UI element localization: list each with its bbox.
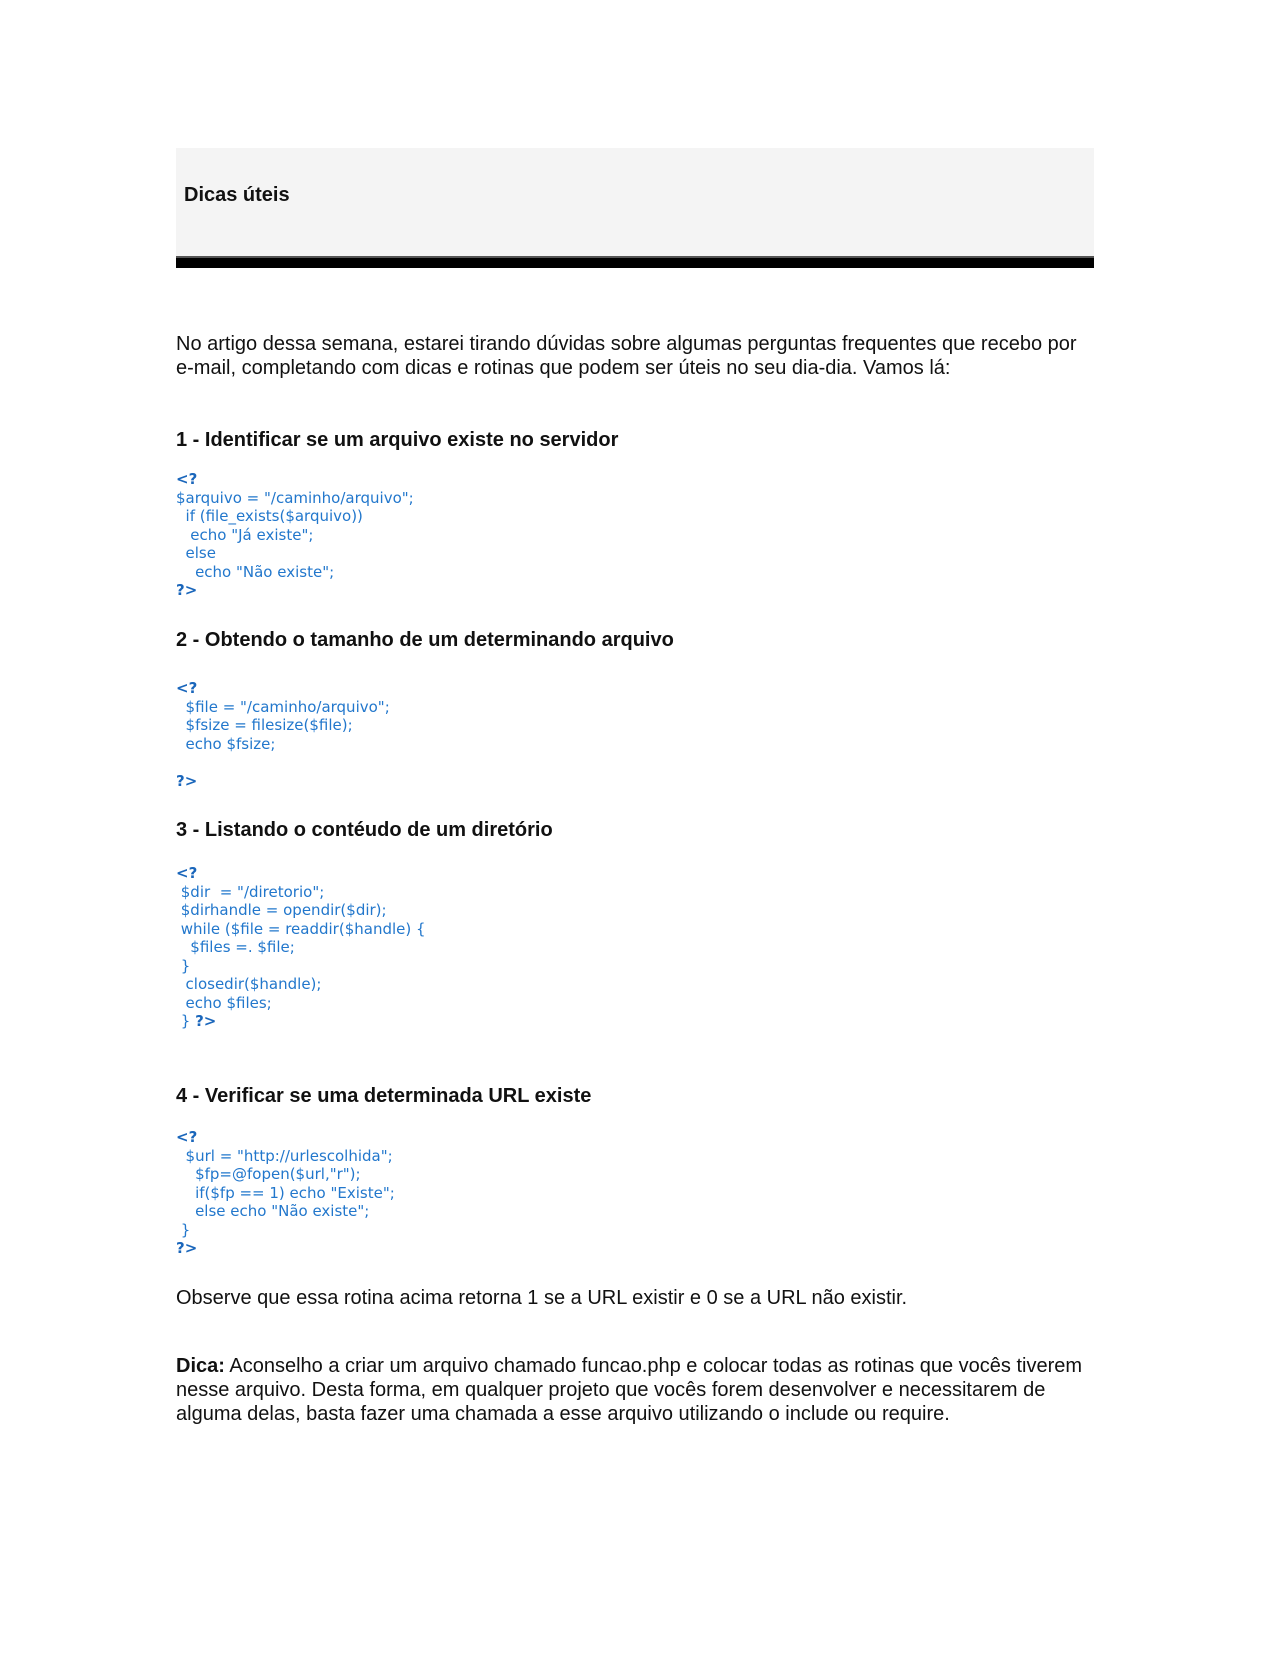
header-box — [176, 148, 1094, 256]
php-open-tag: <? — [176, 470, 198, 488]
code-body: $dir = "/diretorio"; $dirhandle = opendir($dir); while ($file = readdir($handle) { $files =. $file; } closedir($handle); echo $files; — [180, 882, 426, 1012]
section-heading-4: 4 - Verificar se uma determinada URL existe — [176, 1085, 592, 1107]
php-close-tag: ?> — [176, 1239, 198, 1257]
php-close-tag: ?> — [176, 581, 198, 599]
header-divider — [176, 258, 1094, 268]
code-block-4 — [176, 1128, 395, 1258]
closing-brace: } — [176, 1012, 196, 1030]
code-body: $arquivo = "/caminho/arquivo"; if (file_exists($arquivo)) echo "Já existe"; else echo "Não existe"; — [176, 488, 414, 581]
php-close-tag: ?> — [195, 1012, 217, 1030]
intro-paragraph: No artigo dessa semana, estarei tirando dúvidas sobre algumas perguntas frequentes que recebo por e-mail, completando com dicas e rotinas que podem ser úteis no seu dia-dia. Vamos lá: — [176, 333, 1077, 379]
tip-label: Dica: — [176, 1355, 225, 1377]
tip-paragraph — [176, 1354, 1086, 1426]
section-heading-1: 1 - Identificar se um arquivo existe no servidor — [176, 429, 619, 451]
code-body: $file = "/caminho/arquivo"; $fsize = filesize($file); echo $fsize; — [185, 697, 390, 753]
php-close-tag: ?> — [176, 771, 198, 790]
code-block-3 — [176, 864, 426, 1031]
section-heading-2: 2 - Obtendo o tamanho de um determinando arquivo — [176, 629, 674, 651]
php-open-tag: <? — [176, 864, 198, 882]
php-open-tag: <? — [176, 1128, 198, 1146]
php-open-tag: <? — [176, 679, 198, 697]
note-paragraph: Observe que essa rotina acima retorna 1 se a URL existir e 0 se a URL não existir. — [176, 1287, 908, 1309]
tip-text: Aconselho a criar um arquivo chamado funcao.php e colocar todas as rotinas que vocês tiverem nesse arquivo. Desta forma, em qualquer projeto que vocês forem desenvolver e necessitarem de alguma delas, basta fazer uma chamada a esse arquivo utilizando o include ou require. — [176, 1355, 1083, 1425]
code-block-2 — [176, 679, 390, 790]
code-block-1 — [176, 470, 414, 600]
page-title: Dicas úteis — [184, 184, 290, 206]
section-heading-3: 3 - Listando o contéudo de um diretório — [176, 819, 553, 841]
code-body: $url = "http://urlescolhida"; $fp=@fopen($url,"r"); if($fp == 1) echo "Existe"; else echo "Não existe"; } — [180, 1146, 395, 1239]
